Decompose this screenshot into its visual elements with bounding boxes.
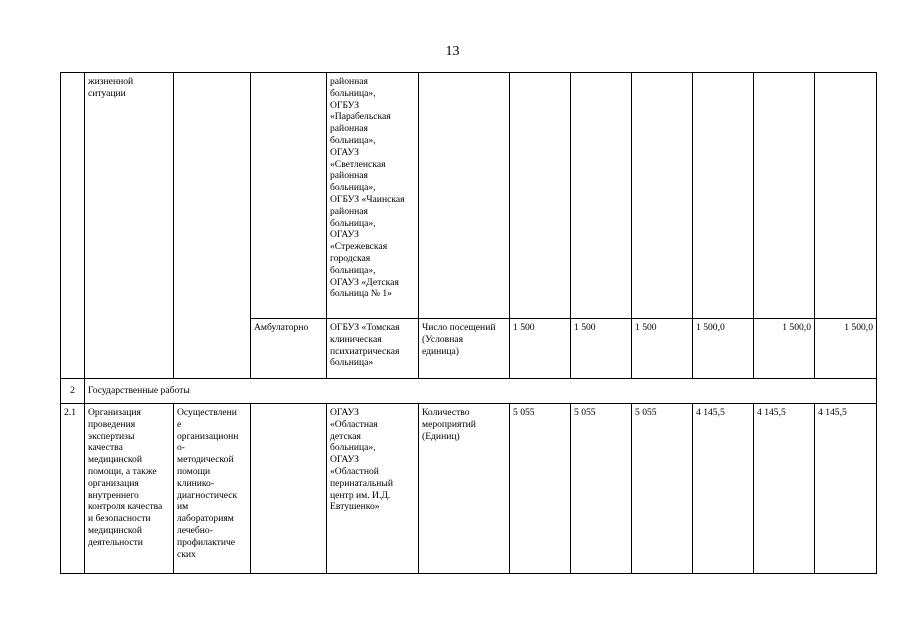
table-cell: Число посещений (Условная единица) <box>419 319 510 379</box>
table-cell: 1 500 <box>510 319 571 379</box>
table-cell: 1 500,0 <box>693 319 754 379</box>
table-row <box>61 73 877 319</box>
table-cell: 1 500 <box>632 319 693 379</box>
table-cell: 1 500 <box>571 319 632 379</box>
table-cell: 4 145,5 <box>693 404 754 574</box>
table-cell: 4 145,5 <box>815 404 877 574</box>
services-table <box>60 72 877 574</box>
table-cell: 5 055 <box>571 404 632 574</box>
table-cell: 2 <box>61 379 85 404</box>
table-cell <box>510 73 571 319</box>
table-cell <box>251 404 327 574</box>
table-cell <box>174 73 251 379</box>
page-number: 13 <box>445 44 460 59</box>
table-cell: ОГБУЗ «Томская клиническая психиатрическая больница» <box>327 319 419 379</box>
table-cell: Количество мероприятий (Единиц) <box>419 404 510 574</box>
table-cell <box>693 73 754 319</box>
table-cell <box>251 73 327 319</box>
table-cell: 4 145,5 <box>754 404 815 574</box>
table-cell: 1 500,0 <box>815 319 877 379</box>
table-cell <box>419 73 510 319</box>
table-cell <box>632 73 693 319</box>
section-heading: Государственные работы <box>85 379 877 404</box>
table-cell: Организация проведения экспертизы качества медицинской помощи, а также организация внутреннего контроля качества и безопасности медицинской деятельности <box>85 404 174 574</box>
table-cell: 5 055 <box>510 404 571 574</box>
table-cell <box>61 73 85 379</box>
table-cell: 2.1 <box>61 404 85 574</box>
table-cell <box>754 73 815 319</box>
table-cell: Осуществлени е организационн о- методической помощи клинико- диагностическ им лабораториям лечебно- профилактиче ских <box>174 404 251 574</box>
table-cell <box>571 73 632 319</box>
table-row <box>61 379 877 404</box>
table-cell: районная больница», ОГБУЗ «Парабельская районная больница», ОГАУЗ «Светленская районная больница», ОГБУЗ «Чаинская районная больница», ОГАУЗ «Стрежевская городская больница», ОГАУЗ «Детская больница № 1» <box>327 73 419 319</box>
table-cell: жизненной ситуации <box>85 73 174 379</box>
table-cell: Амбулаторно <box>251 319 327 379</box>
table-row <box>61 404 877 574</box>
table-cell: ОГАУЗ «Областная детская больница», ОГАУЗ «Областной перинатальный центр им. И.Д. Евтушенко» <box>327 404 419 574</box>
table-cell <box>815 73 877 319</box>
table-cell: 5 055 <box>632 404 693 574</box>
table-cell: 1 500,0 <box>754 319 815 379</box>
